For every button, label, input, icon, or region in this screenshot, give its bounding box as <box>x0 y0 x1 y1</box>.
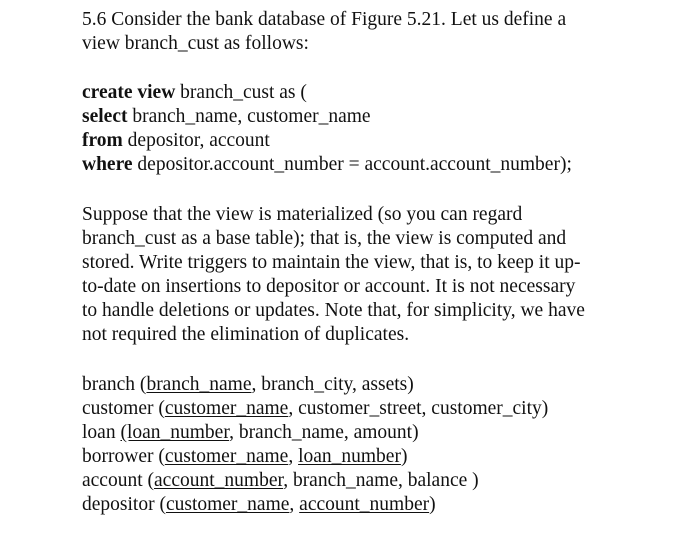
primary-key: account_number <box>154 470 284 491</box>
primary-key: customer_name <box>164 446 289 467</box>
attributes: ) <box>400 446 408 467</box>
task-line-1: Suppose that the view is materialized (so you can regard <box>82 204 523 225</box>
attributes: ) <box>429 494 436 515</box>
relation-name: customer ( <box>82 398 165 419</box>
relation-name: borrower ( <box>82 446 165 467</box>
sql-line-select <box>82 105 682 129</box>
schema-account <box>82 469 682 493</box>
relation-name: branch ( <box>82 374 147 395</box>
primary-key: loan_number <box>298 446 401 467</box>
sql-keyword-select: select <box>82 106 128 127</box>
relation-name: depositor ( <box>82 494 166 515</box>
task-line-2: branch_cust as a base table); that is, the view is computed and <box>82 228 567 249</box>
sql-keyword-where: where <box>82 154 133 175</box>
sql-line-from <box>82 129 682 153</box>
sql-text: depositor, account <box>122 130 270 151</box>
task-line-5: to handle deletions or updates. Note that, for simplicity, we have <box>82 300 585 321</box>
schema-loan <box>82 421 682 445</box>
schema-branch <box>82 373 682 397</box>
primary-key: (loan_number <box>120 422 230 443</box>
relation-name: account ( <box>82 470 155 491</box>
intro-line-1: 5.6 Consider the bank database of Figure 5.21. Let us define a <box>82 9 567 30</box>
sql-keyword-create-view: create view <box>82 82 176 103</box>
attributes: , customer_street, customer_city) <box>288 398 549 419</box>
attributes: , branch_name, amount) <box>229 422 419 443</box>
schema-customer <box>82 397 682 421</box>
schema-list <box>82 373 682 517</box>
schema-depositor <box>82 493 682 517</box>
primary-key: branch_name <box>146 374 252 395</box>
sql-keyword-from: from <box>82 130 123 151</box>
question-intro <box>82 8 682 56</box>
sql-text: branch_name, customer_name <box>127 106 371 127</box>
sql-text: branch_cust as ( <box>175 82 307 103</box>
schema-borrower <box>82 445 682 469</box>
sql-line-where <box>82 153 682 177</box>
relation-name: loan <box>82 422 121 443</box>
separator: , <box>289 494 300 515</box>
primary-key: account_number <box>299 494 430 515</box>
attributes: , branch_name, balance ) <box>283 470 479 491</box>
task-paragraph <box>82 203 682 347</box>
separator: , <box>288 446 299 467</box>
spacer <box>82 56 682 81</box>
task-line-3: stored. Write triggers to maintain the view, that is, to keep it up- <box>82 252 581 273</box>
sql-text: depositor.account_number = account.account_number); <box>132 154 572 175</box>
attributes: , branch_city, assets) <box>251 374 414 395</box>
spacer <box>82 347 682 373</box>
question-document <box>82 8 682 517</box>
sql-view-definition <box>82 81 682 177</box>
task-line-6: not required the elimination of duplicates. <box>82 324 410 345</box>
sql-line-create <box>82 81 682 105</box>
task-line-4: to-date on insertions to depositor or account. It is not necessary <box>82 276 576 297</box>
primary-key: customer_name <box>165 494 290 515</box>
primary-key: customer_name <box>164 398 289 419</box>
spacer <box>82 177 682 203</box>
intro-line-2: view branch_cust as follows: <box>82 33 309 54</box>
